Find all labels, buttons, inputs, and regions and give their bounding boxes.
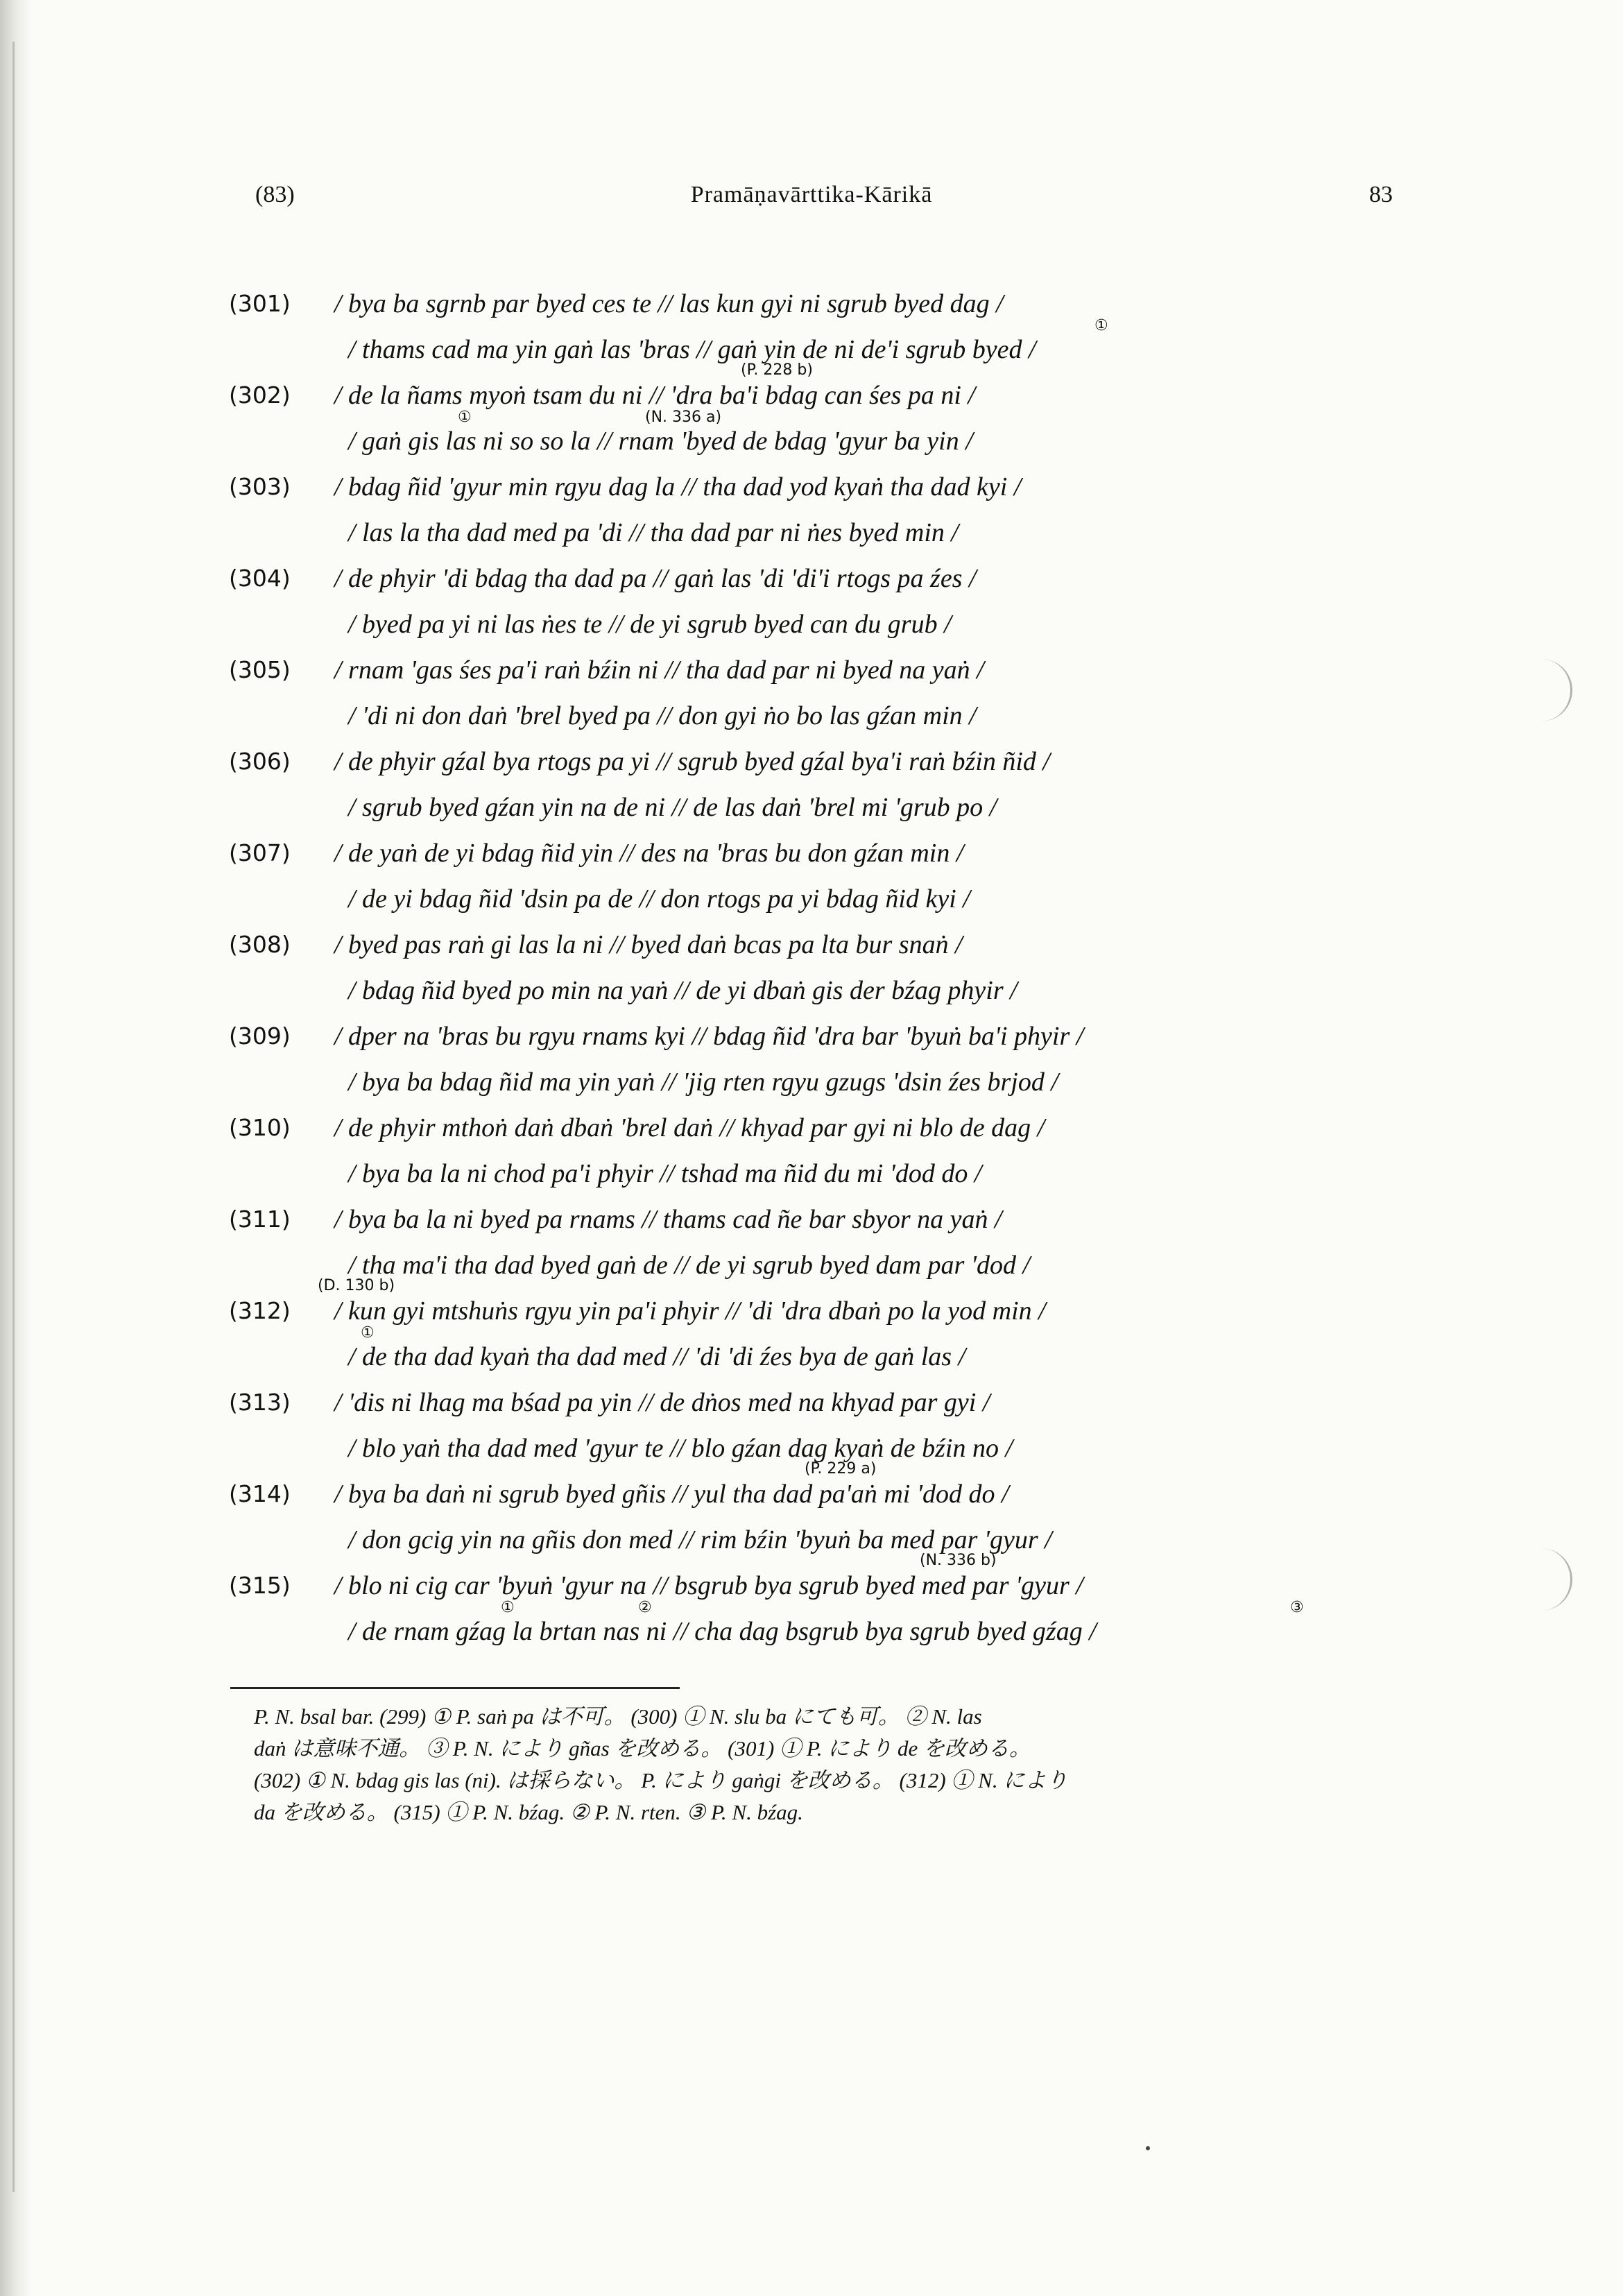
verse-number: (306) xyxy=(229,748,291,775)
verse-line xyxy=(229,693,1422,739)
verse-number: (311) xyxy=(229,1206,291,1233)
verse-line xyxy=(229,464,1422,510)
verse-text: / bya ba la ni chod pa'i phyir // tshad ma ñid du mi 'dod do / xyxy=(348,1159,982,1188)
verse-line xyxy=(229,1324,1422,1380)
verse-line xyxy=(229,409,1422,464)
footnote-line: P. N. bsal bar. (299) ① P. saṅ pa は不可。 (300) ① N. slu ba にても可。 ② N. las xyxy=(254,1704,982,1729)
verse-line xyxy=(229,1059,1422,1105)
folio-reference: (N. 336 b) xyxy=(920,1552,997,1569)
verse-number: (304) xyxy=(229,565,291,592)
verse-number: (310) xyxy=(229,1114,291,1141)
verse-line xyxy=(229,1425,1422,1477)
verse-line xyxy=(229,876,1422,922)
verse-line xyxy=(229,1197,1422,1242)
verse-number: (313) xyxy=(229,1389,291,1416)
folio-reference: (D. 130 b) xyxy=(318,1277,395,1294)
verse-text: / sgrub byed gźan yin na de ni // de las daṅ 'brel mi 'grub po / xyxy=(348,793,997,822)
folio-reference: (P. 229 a) xyxy=(805,1460,877,1477)
scan-speck xyxy=(1146,2146,1150,2150)
verse-text: / thams cad ma yin gaṅ las 'bras // gaṅ yin de ni de'i sgrub byed / xyxy=(348,335,1036,364)
footnotes xyxy=(254,1701,1447,1828)
verse-text: / 'dis ni lhag ma bśad pa yin // de dṅos med na khyad par gyi / xyxy=(334,1388,990,1417)
footnote-marker-1: ① xyxy=(361,1324,375,1342)
verse-number: (305) xyxy=(229,656,291,683)
verse-text: / bdag ñid byed po min na yaṅ // de yi dbaṅ gis der bźag phyir / xyxy=(348,976,1017,1005)
verse-number: (303) xyxy=(229,473,291,500)
verse-line xyxy=(229,1288,1422,1334)
verse-text: / bya ba bdag ñid ma yin yaṅ // 'jig rten rgyu gzugs 'dsin źes brjod / xyxy=(348,1068,1058,1097)
verse-text: / de phyir gźal bya rtogs pa yi // sgrub byed gźal bya'i raṅ bźin ñid / xyxy=(334,747,1050,776)
verse-line xyxy=(229,601,1422,647)
footnote-line: daṅ は意味不通。 ③ P. N. により gñas を改める。 (301) ① P. により de を改める。 xyxy=(254,1736,1031,1760)
verse-text: / bya ba daṅ ni sgrub byed gñis // yul tha dad pa'aṅ mi 'dod do / xyxy=(334,1480,1009,1509)
verse-line xyxy=(229,510,1422,556)
verse-line xyxy=(229,1599,1422,1654)
verse-line xyxy=(229,830,1422,876)
verse-line xyxy=(229,1242,1422,1294)
verse-line xyxy=(229,1471,1422,1517)
verse-line xyxy=(229,922,1422,968)
verse-line xyxy=(229,1151,1422,1197)
verse-line xyxy=(229,739,1422,785)
verse-line xyxy=(229,968,1422,1013)
verse-text: / de la ñams myoṅ tsam du ni // 'dra ba'i bdag can śes pa ni / xyxy=(334,381,976,410)
verse-text: / de yaṅ de yi bdag ñid yin // des na 'bras bu don gźan min / xyxy=(334,839,964,868)
verse-line xyxy=(229,317,1422,379)
footnote-marker-3: ③ xyxy=(1290,1599,1304,1616)
footnote-rule xyxy=(230,1687,680,1689)
verse-text: / kun gyi mtshuṅs rgyu yin pa'i phyir // 'di 'dra dbaṅ po la yod min / xyxy=(334,1296,1046,1326)
verse-line xyxy=(229,785,1422,830)
verse-text: / de tha dad kyaṅ tha dad med // 'di 'di źes bya de gaṅ las / xyxy=(348,1342,966,1371)
verse-line xyxy=(229,1105,1422,1151)
verse-text: / bya ba la ni byed pa rnams // thams cad ñe bar sbyor na yaṅ / xyxy=(334,1205,1002,1234)
verse-text: / tha ma'i tha dad byed gaṅ de // de yi sgrub byed dam par 'dod / xyxy=(348,1251,1031,1280)
verse-text: / 'di ni don daṅ 'brel byed pa // don gyi ṅo bo las gźan min / xyxy=(348,701,977,730)
footnote-marker-2: ② xyxy=(638,1599,652,1616)
verse-number: (312) xyxy=(229,1297,291,1324)
page-number-right: 83 xyxy=(1369,182,1393,207)
verse-line xyxy=(229,1517,1422,1569)
verse-number: (307) xyxy=(229,839,291,866)
verse-text: / rnam 'gas śes pa'i raṅ bźin ni // tha dad par ni byed na yaṅ / xyxy=(334,656,984,685)
folio-reference: (N. 336 a) xyxy=(645,409,722,426)
footnote-marker-1: ① xyxy=(458,409,472,426)
verse-text: / de phyir 'di bdag tha dad pa // gaṅ las 'di 'di'i rtogs pa źes / xyxy=(334,564,977,593)
scan-binding-edge xyxy=(0,0,32,2296)
verse-line xyxy=(229,556,1422,601)
verse-text: / bdag ñid 'gyur min rgyu dag la // tha dad yod kyaṅ tha dad kyi / xyxy=(334,472,1022,502)
verse-line xyxy=(229,647,1422,693)
footnote-marker-1: ① xyxy=(1094,317,1108,334)
verse-block xyxy=(229,281,1422,1654)
verse-number: (314) xyxy=(229,1480,291,1507)
folio-reference: (P. 228 b) xyxy=(741,361,813,379)
verse-number: (302) xyxy=(229,382,291,409)
verse-line xyxy=(229,1013,1422,1059)
verse-text: / bya ba sgrnb par byed ces te // las kun gyi ni sgrub byed dag / xyxy=(334,289,1004,318)
verse-line xyxy=(229,1563,1422,1609)
footnote-line: (302) ① N. bdag gis las (ni). は採らない。 P. により gaṅgi を改める。 (312) ① N. により xyxy=(254,1768,1068,1792)
scan-binding-shadow xyxy=(12,42,15,2192)
page-header xyxy=(0,182,1623,216)
verse-text: / gaṅ gis las ni so so la // rnam 'byed de bdag 'gyur ba yin / xyxy=(348,427,973,456)
verse-text: / de phyir mthoṅ daṅ dbaṅ 'brel daṅ // khyad par gyi ni blo de dag / xyxy=(334,1113,1045,1142)
footnote-marker-1: ① xyxy=(501,1599,515,1616)
verse-text: / de rnam gźag la brtan nas ni // cha dag bsgrub bya sgrub byed gźag / xyxy=(348,1617,1097,1646)
verse-text: / de yi bdag ñid 'dsin pa de // don rtogs pa yi bdag ñid kyi / xyxy=(348,884,970,914)
footnote-line: da を改める。 (315) ① P. N. bźag. ② P. N. rten. ③ P. N. bźag. xyxy=(254,1800,803,1824)
verse-line xyxy=(229,1380,1422,1425)
scan-artifact-bracket xyxy=(1537,1548,1572,1611)
running-title: Pramāṇavārttika-Kārikā xyxy=(690,182,933,207)
verse-text: / dper na 'bras bu rgyu rnams kyi // bdag ñid 'dra bar 'byuṅ ba'i phyir / xyxy=(334,1022,1084,1051)
verse-number: (309) xyxy=(229,1022,291,1050)
verse-number: (308) xyxy=(229,931,291,958)
verse-line xyxy=(229,372,1422,418)
verse-text: / byed pa yi ni las ṅes te // de yi sgrub byed can du grub / xyxy=(348,610,952,639)
verse-number: (301) xyxy=(229,290,291,317)
verse-text: / blo ni cig car 'byuṅ 'gyur na // bsgrub bya sgrub byed med par 'gyur / xyxy=(334,1571,1083,1600)
verse-line xyxy=(229,281,1422,327)
scan-artifact-bracket xyxy=(1537,659,1572,721)
verse-text: / don gcig yin na gñis don med // rim bźin 'byuṅ ba med par 'gyur / xyxy=(348,1525,1052,1554)
verse-text: / blo yaṅ tha dad med 'gyur te // blo gźan dag kyaṅ de bźin no / xyxy=(348,1434,1013,1463)
page-number-left: (83) xyxy=(255,182,295,207)
verse-text: / byed pas raṅ gi las la ni // byed daṅ bcas pa lta bur snaṅ / xyxy=(334,930,963,959)
verse-number: (315) xyxy=(229,1572,291,1599)
verse-text: / las la tha dad med pa 'di // tha dad par ni ṅes byed min / xyxy=(348,518,959,547)
